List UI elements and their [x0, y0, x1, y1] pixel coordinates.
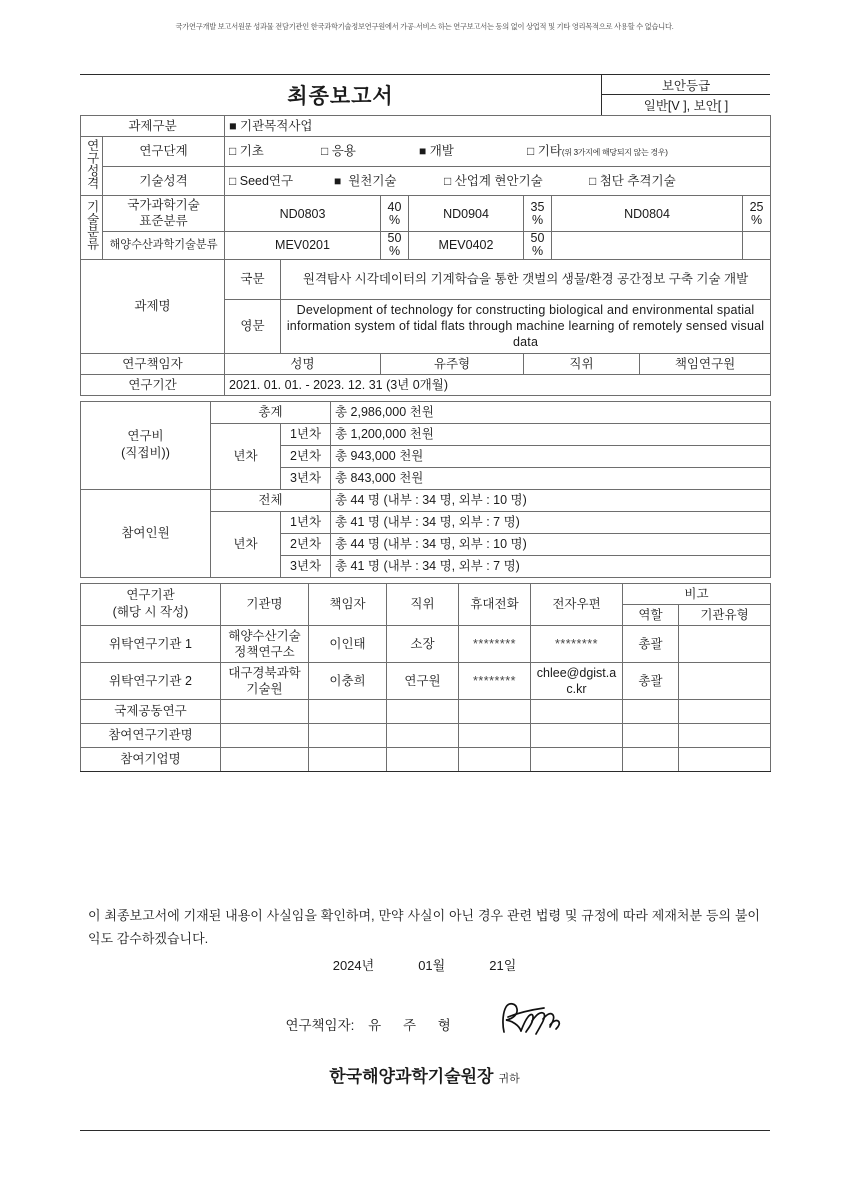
inst-row-1-position: 연구원 [387, 662, 459, 699]
national-pct-1: 35 % [524, 196, 552, 232]
budget-year-3-value: 총 843,000 천원 [331, 467, 771, 489]
personnel-total-value: 총 44 명 (내부 : 34 명, 외부 : 10 명) [331, 489, 771, 511]
marine-pct-2 [743, 232, 771, 259]
inst-row-2-name [221, 699, 309, 723]
inst-row-0-email: ******** [531, 625, 623, 662]
inst-row-2-label: 국제공동연구 [81, 699, 221, 723]
budget-personnel-table [80, 401, 771, 578]
col-inst-type: 기관유형 [679, 604, 771, 625]
col-role: 역할 [623, 604, 679, 625]
inst-row-4-position [387, 747, 459, 771]
stage-option-0[interactable]: □ 기초 [229, 144, 264, 159]
inst-row-4-label: 참여기업명 [81, 747, 221, 771]
tech-option-2[interactable]: □ 산업계 현안기술 [444, 173, 543, 188]
table-row [81, 196, 771, 232]
col-inst-name: 기관명 [221, 583, 309, 625]
marine-code-2 [552, 232, 743, 259]
inst-row-4-manager [309, 747, 387, 771]
inst-row-1-label: 위탁연구기관 2 [81, 662, 221, 699]
table-row [81, 489, 771, 511]
table-header-row [81, 583, 771, 604]
marine-code-1: MEV0402 [409, 232, 524, 259]
inst-row-1-type [679, 662, 771, 699]
korean-title-label: 국문 [225, 259, 281, 299]
inst-row-0-position: 소장 [387, 625, 459, 662]
pi-label: 연구책임자 [81, 353, 225, 374]
inst-row-3-label: 참여연구기관명 [81, 723, 221, 747]
inst-row-4-name [221, 747, 309, 771]
period-value: 2021. 01. 01. - 2023. 12. 31 (3년 0개월) [225, 374, 771, 395]
inst-row-3-manager [309, 723, 387, 747]
national-class-label: 국가과학기술 표준분류 [103, 196, 225, 232]
recipient-suffix: 귀하 [498, 1073, 520, 1085]
date-month: 01월 [418, 958, 446, 973]
personnel-year-3-label: 3년차 [281, 555, 331, 577]
inst-row-2-mobile [459, 699, 531, 723]
korean-title-value: 원격탐사 시각데이터의 기계학습을 통한 갯벌의 생물/환경 공간정보 구축 기술 개발 [281, 259, 771, 299]
stage-label: 연구단계 [103, 137, 225, 167]
personnel-label: 참여인원 [81, 489, 211, 577]
inst-row-2-email [531, 699, 623, 723]
budget-year-3-label: 3년차 [281, 467, 331, 489]
handwritten-signature-icon [494, 999, 564, 1042]
project-type-value: ■ 기관목적사업 [225, 116, 771, 137]
security-grade-box [601, 75, 770, 115]
checkbox-icon: □ [589, 173, 597, 188]
recipient-name: 한국해양과학기술원장 [329, 1067, 494, 1086]
national-pct-2: 25 % [743, 196, 771, 232]
declaration-statement: 이 최종보고서에 기재된 내용이 사실임을 확인하며, 만약 사실이 아닌 경우 관련 법령 및 규정에 따라 제재처분 등의 불이익도 감수하겠습니다. [88, 908, 760, 946]
inst-row-0-mobile: ******** [459, 625, 531, 662]
table-row [81, 353, 771, 374]
stage-options [225, 137, 771, 167]
tech-option-1[interactable]: ■ 원천기술 [334, 173, 397, 188]
marine-pct-0: 50 % [381, 232, 409, 259]
col-email: 전자우편 [531, 583, 623, 625]
institutions-table [80, 583, 771, 772]
signature-line [0, 1005, 849, 1048]
stage-option-3[interactable]: □ 기타 [527, 144, 562, 159]
page-title: 최종보고서 [287, 85, 394, 108]
inst-row-0-role: 총괄 [623, 625, 679, 662]
inst-row-3-position [387, 723, 459, 747]
period-label: 연구기간 [81, 374, 225, 395]
report-main-table [80, 115, 771, 396]
inst-row-0-label: 위탁연구기관 1 [81, 625, 221, 662]
inst-row-4-email [531, 747, 623, 771]
checkbox-icon: □ [444, 173, 452, 188]
budget-year-label: 년차 [211, 423, 281, 489]
inst-row-4-mobile [459, 747, 531, 771]
personnel-year-1-value: 총 41 명 (내부 : 34 명, 외부 : 7 명) [331, 511, 771, 533]
security-grade-value: 일반[V ], 보안[ ] [601, 95, 770, 115]
col-mobile: 휴대전화 [459, 583, 531, 625]
checkbox-checked-icon: ■ [334, 173, 342, 188]
table-row [81, 137, 771, 167]
table-row [81, 166, 771, 196]
table-row [81, 662, 771, 699]
col-position: 직위 [387, 583, 459, 625]
inst-row-3-email [531, 723, 623, 747]
tech-nature-label: 기술성격 [103, 166, 225, 196]
inst-row-0-name: 해양수산기술 정책연구소 [221, 625, 309, 662]
signature-label: 연구책임자: [285, 1018, 355, 1034]
inst-row-2-type [679, 699, 771, 723]
recipient-line [0, 1062, 849, 1087]
personnel-year-label: 년차 [211, 511, 281, 577]
checkbox-icon: □ [321, 144, 329, 159]
stage-option-1[interactable]: □ 응용 [321, 144, 356, 159]
checkbox-checked-icon: ■ [419, 144, 427, 159]
inst-row-1-name: 대구경북과학 기술원 [221, 662, 309, 699]
table-row [81, 747, 771, 771]
col-remarks: 비고 [623, 583, 771, 604]
project-name-label: 과제명 [81, 259, 225, 353]
table-row [81, 625, 771, 662]
inst-row-1-manager: 이충희 [309, 662, 387, 699]
inst-row-1-mobile: ******** [459, 662, 531, 699]
marine-pct-1: 50 % [524, 232, 552, 259]
inst-row-3-name [221, 723, 309, 747]
project-type-label: 과제구분 [81, 116, 225, 137]
doc-title-cell [80, 75, 601, 115]
table-row [81, 232, 771, 259]
tech-nature-options [225, 166, 771, 196]
national-code-2: ND0804 [552, 196, 743, 232]
pi-name-value: 유주형 [381, 353, 524, 374]
inst-row-1-role: 총괄 [623, 662, 679, 699]
institutions-header-label: 연구기관 (해당 시 작성) [81, 583, 221, 625]
bottom-rule [80, 1130, 770, 1131]
personnel-year-2-value: 총 44 명 (내부 : 34 명, 외부 : 10 명) [331, 533, 771, 555]
english-title-value: Development of technology for constructing biological and environmental spatial information system of tidal flats through machine learning of remotely sensed visual data [281, 299, 771, 353]
pi-position-label: 직위 [524, 353, 640, 374]
pi-position-value: 책임연구원 [640, 353, 771, 374]
stage-option-2[interactable]: ■ 개발 [419, 144, 454, 159]
inst-row-2-manager [309, 699, 387, 723]
signature-date [0, 955, 849, 974]
inst-row-3-mobile [459, 723, 531, 747]
budget-label: 연구비 (직접비)) [81, 401, 211, 489]
personnel-year-2-label: 2년차 [281, 533, 331, 555]
english-title-label: 영문 [225, 299, 281, 353]
personnel-year-3-value: 총 41 명 (내부 : 34 명, 외부 : 7 명) [331, 555, 771, 577]
col-manager: 책임자 [309, 583, 387, 625]
tech-class-vertical-label: 기술분류 [81, 196, 103, 260]
national-code-1: ND0904 [409, 196, 524, 232]
table-row [81, 723, 771, 747]
copyright-notice: 국가연구개발 보고서원문 성과물 전담기관인 한국과학기술정보연구원에서 가공·서비스 하는 연구보고서는 동의 없이 상업적 및 기타 영리목적으로 사용할 수 없습니다. [175, 22, 674, 31]
table-row [81, 401, 771, 423]
tech-option-3[interactable]: □ 첨단 추격기술 [589, 173, 676, 188]
inst-row-1-email: chlee@dgist.ac.kr [531, 662, 623, 699]
inst-row-4-role [623, 747, 679, 771]
date-year: 2024년 [332, 958, 375, 973]
budget-year-2-label: 2년차 [281, 445, 331, 467]
inst-row-3-type [679, 723, 771, 747]
inst-row-2-role [623, 699, 679, 723]
budget-year-1-value: 총 1,200,000 천원 [331, 423, 771, 445]
checkbox-icon: □ [229, 173, 237, 188]
national-code-0: ND0803 [225, 196, 381, 232]
table-row [81, 374, 771, 395]
budget-year-1-label: 1년차 [281, 423, 331, 445]
inst-row-0-manager: 이인태 [309, 625, 387, 662]
inst-row-3-role [623, 723, 679, 747]
security-grade-label: 보안등급 [601, 75, 770, 95]
pi-name-label: 성명 [225, 353, 381, 374]
inst-row-4-type [679, 747, 771, 771]
signature-name: 유 주 형 [368, 1018, 460, 1034]
research-nature-vertical-label: 연구성격 [81, 137, 103, 196]
inst-row-0-type [679, 625, 771, 662]
marine-code-0: MEV0201 [225, 232, 381, 259]
tech-option-0[interactable]: □ Seed연구 [229, 173, 294, 188]
report-table-frame [80, 74, 770, 772]
date-day: 21일 [489, 958, 517, 973]
stage-note: (위 3가지에 해당되지 않는 경우) [561, 148, 668, 158]
checkbox-icon: □ [229, 144, 237, 159]
national-pct-0: 40 % [381, 196, 409, 232]
title-band [80, 75, 770, 115]
table-row [81, 116, 771, 137]
personnel-total-label: 전체 [211, 489, 331, 511]
table-row [81, 259, 771, 299]
table-row [81, 699, 771, 723]
personnel-year-1-label: 1년차 [281, 511, 331, 533]
inst-row-2-position [387, 699, 459, 723]
budget-total-value: 총 2,986,000 천원 [331, 401, 771, 423]
marine-class-label: 해양수산과학기술분류 [103, 232, 225, 259]
budget-year-2-value: 총 943,000 천원 [331, 445, 771, 467]
checkbox-icon: □ [527, 144, 535, 159]
budget-total-label: 총계 [211, 401, 331, 423]
